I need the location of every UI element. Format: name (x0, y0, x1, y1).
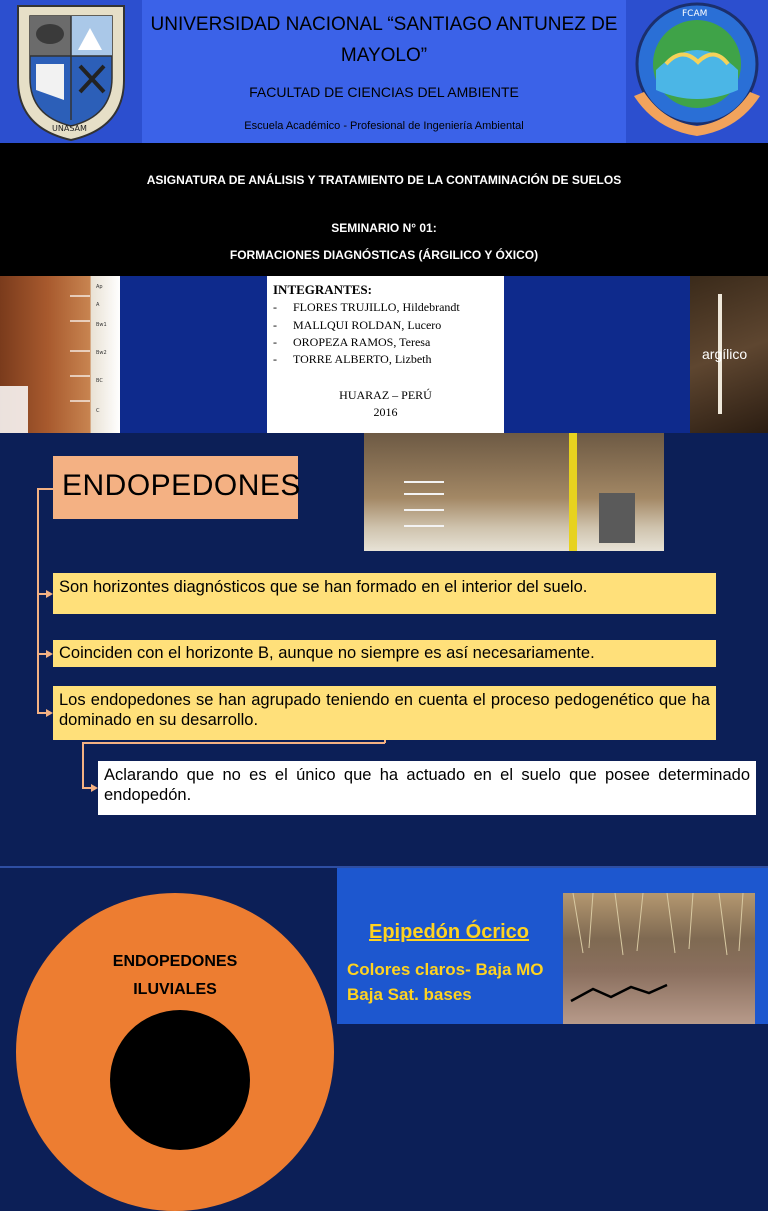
section-title: ENDOPEDONES (62, 469, 301, 502)
argilico-photo (690, 276, 768, 433)
connector-line (37, 488, 53, 490)
horizon-label: Bw1 (96, 322, 107, 328)
ochric-soil-photo (563, 893, 755, 1024)
argilico-label: argílico (702, 346, 748, 362)
member-item: - TORRE ALBERTO, Lizbeth (273, 352, 432, 366)
connector-line (82, 787, 91, 789)
university-seal-icon (0, 0, 142, 143)
seal-text: UNASAM (52, 124, 87, 133)
connector-line (82, 742, 84, 788)
connector-line (37, 712, 46, 714)
circle-label-line1: ENDOPEDONES (112, 953, 238, 970)
field-photo (364, 433, 664, 551)
faculty-logo (626, 0, 768, 143)
seminar-topic: FORMACIONES DIAGNÓSTICAS (ÁRGILICO Y ÓXICO) (229, 248, 539, 262)
epipedon-detail: Colores claros- Baja MO (347, 960, 544, 979)
arrow-right-icon (46, 709, 53, 717)
header-text-panel (142, 0, 626, 143)
member-item: - OROPEZA RAMOS, Teresa (273, 335, 431, 349)
members-heading: INTEGRANTES: (273, 282, 372, 297)
circle-core (110, 1010, 250, 1150)
university-logo (0, 0, 142, 143)
epipedon-detail: Baja Sat. bases (347, 985, 472, 1004)
horizon-label: BC (96, 378, 103, 384)
connector-line (37, 593, 46, 595)
members-card (267, 276, 504, 433)
connector-line (82, 742, 385, 744)
university-name: UNIVERSIDAD NACIONAL “SANTIAGO ANTUNEZ DE MAYOLO” (150, 14, 618, 66)
fcam-emblem-icon (626, 0, 768, 143)
endopedones-title-box (53, 456, 301, 519)
soil-profile-photo (0, 276, 120, 433)
connector-line (37, 653, 46, 655)
horizon-label: C (96, 408, 100, 414)
horizon-label: Bw2 (96, 350, 107, 356)
endopedon-point: Coinciden con el horizonte B, aunque no siempre es así necesariamente. (53, 640, 716, 667)
epipedon-title: Epipedón Ócrico (369, 921, 530, 943)
member-item: - FLORES TRUJILLO, Hildebrandt (273, 300, 460, 314)
place: HUARAZ – PERÚ (339, 388, 432, 402)
shovel-icon (599, 493, 635, 543)
endopedon-point: Son horizontes diagnósticos que se han formado en el interior del suelo. (53, 573, 716, 614)
endopedon-subpoint: Aclarando que no es el único que ha actuado en el suelo que posee determinado endopedón. (98, 761, 756, 815)
school-name: Escuela Académico - Profesional de Ingeniería Ambiental (244, 120, 524, 132)
horizon-label: Ap (96, 284, 103, 290)
arrow-right-icon (46, 650, 53, 658)
connector-line (37, 488, 39, 714)
title-band (0, 143, 768, 276)
arrow-right-icon (91, 784, 98, 792)
course-title: ASIGNATURA DE ANÁLISIS Y TRATAMIENTO DE LA CONTAMINACIÓN DE SUELOS (146, 173, 622, 187)
seminar-number: SEMINARIO N° 01: (331, 221, 437, 235)
year: 2016 (373, 405, 398, 419)
seal-text: FCAM (682, 9, 708, 19)
horizon-label: A (96, 302, 100, 308)
member-item: - MALLQUI ROLDAN, Lucero (273, 318, 442, 332)
arrow-right-icon (46, 590, 53, 598)
circle-label-line2: ILUVIALES (133, 981, 217, 998)
horizon-boundary-line (563, 893, 755, 1024)
faculty-name: FACULTAD DE CIENCIAS DEL AMBIENTE (249, 84, 519, 100)
endopedon-point: Los endopedones se han agrupado teniendo en cuenta el proceso pedogenético que ha dominado en su desarrollo. (53, 686, 716, 740)
measuring-stake (569, 433, 577, 551)
